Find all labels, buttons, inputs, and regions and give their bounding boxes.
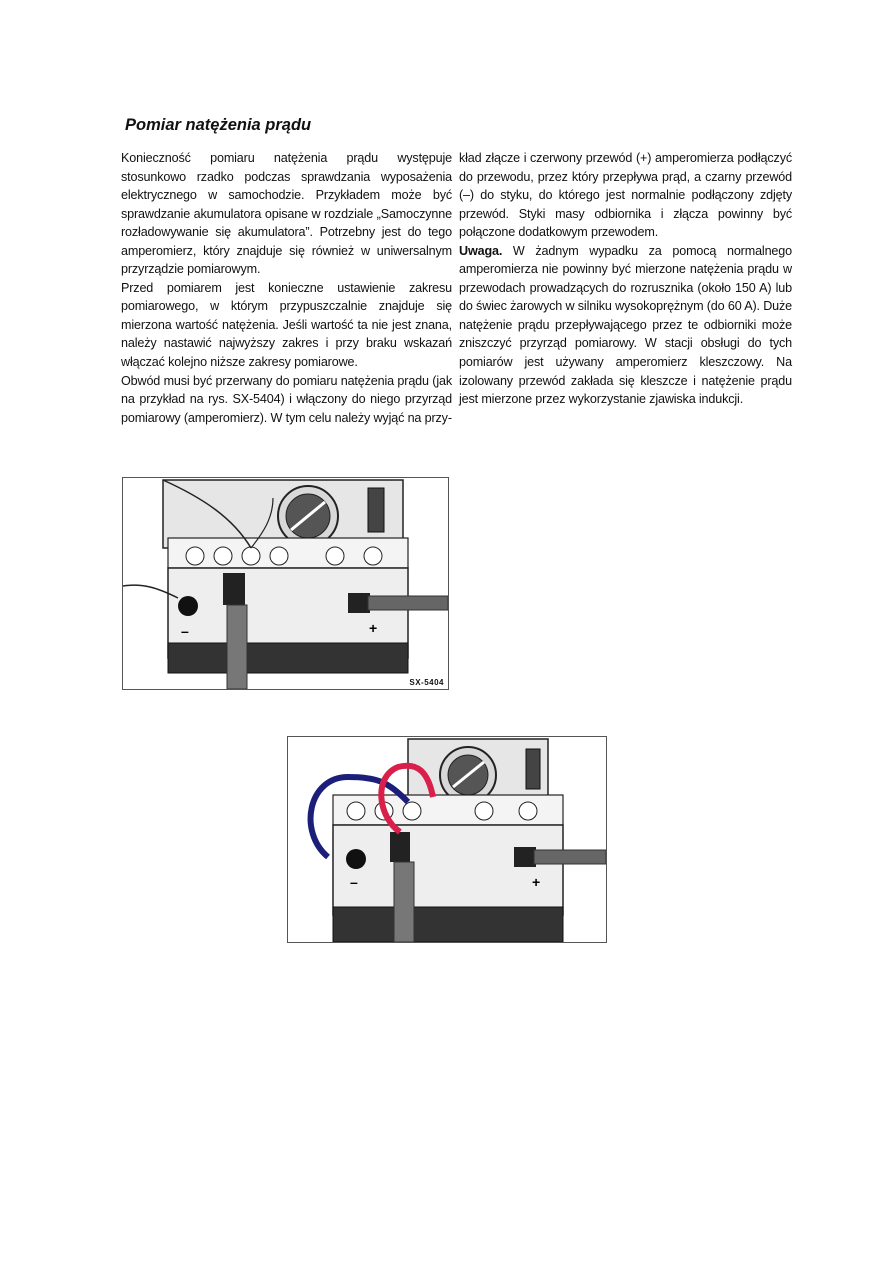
cable-negative bbox=[227, 605, 247, 689]
battery-base bbox=[333, 907, 563, 942]
paragraph-warning bbox=[459, 242, 792, 409]
paragraph: Konieczność pomiaru natężenia prądu występuje stosunkowo rzadko podczas sprawdzania wyposażenia elektrycznego w samochodzie. Przykładem może być sprawdzanie akumulatora opisane w rozdziale „Samoczynne rozładowywanie się akumulatora”. Potrzebny jest do tego amperomierz, który znajduje się również w uniwersalnym przyrządzie pomiarowym. bbox=[121, 151, 452, 277]
battery-illustration-colored bbox=[288, 737, 606, 942]
range-switch bbox=[526, 749, 540, 789]
cell-cap bbox=[519, 802, 537, 820]
text-column-left bbox=[121, 149, 452, 427]
page-title: Pomiar natężenia prądu bbox=[125, 116, 312, 134]
warning-text: W żadnym wypadku za pomocą normalnego amperomierza nie powinny być mierzone natężenia prądu w przewodach prowadzących do rozrusznika (około 150 A) lub do świec żarowych w silniku wysokoprężnym (do 60 A). Duże natężenie prądu przepływającego przez te odbiorniki może zniszczyć przyrząd pomiarowy. W stacji obsługi do tych pomiarów jest używany amperomierz kleszczowy. Na izolowany przewód zakłada się kleszcze i natężenie prądu jest mierzone przez wykorzystanie zjawiska indukcji. bbox=[459, 243, 793, 407]
cell-cap bbox=[326, 547, 344, 565]
cell-cap bbox=[270, 547, 288, 565]
cable-positive bbox=[534, 850, 606, 864]
cell-cap bbox=[347, 802, 365, 820]
negative-clamp bbox=[223, 573, 245, 605]
negative-terminal bbox=[346, 849, 366, 869]
cell-cap bbox=[475, 802, 493, 820]
battery-base bbox=[168, 643, 408, 673]
text-column-right bbox=[459, 149, 792, 409]
minus-sign: – bbox=[350, 874, 358, 890]
warning-label: Uwaga. bbox=[459, 243, 503, 258]
positive-clamp bbox=[348, 593, 370, 613]
minus-sign: – bbox=[181, 623, 189, 639]
cable-negative bbox=[394, 862, 414, 942]
positive-clamp bbox=[514, 847, 536, 867]
cell-cap bbox=[214, 547, 232, 565]
negative-clamp bbox=[390, 832, 410, 862]
figure-label: SX-5404 bbox=[409, 678, 444, 687]
figure-ammeter-battery-1 bbox=[122, 477, 449, 690]
battery-illustration bbox=[123, 478, 448, 689]
cell-cap bbox=[364, 547, 382, 565]
paragraph: kład złącze i czerwony przewód (+) amperomierza podłączyć do przewodu, przez który przepływa prąd, a czarny przewód (–) do styku, do którego jest normalnie podłączony zdjęty przewód. Styki masy odbiornika i złącza powinny być połączone dodatkowym przewodem. bbox=[459, 151, 792, 240]
range-switch bbox=[368, 488, 384, 532]
cell-cap bbox=[403, 802, 421, 820]
figure-ammeter-battery-2 bbox=[287, 736, 607, 943]
cable-positive bbox=[368, 596, 448, 610]
plus-sign: + bbox=[532, 874, 541, 890]
plus-sign: + bbox=[369, 620, 378, 636]
battery-case bbox=[333, 825, 563, 915]
paragraph: Obwód musi być przerwany do pomiaru natężenia prądu (jak na przykład na rys. SX-5404) i włączony do niego przyrząd pomiarowy (amperomierz). W tym celu należy wyjąć na przy- bbox=[121, 373, 452, 425]
paragraph: Przed pomiarem jest konieczne ustawienie zakresu pomiarowego, w którym przypuszczalnie znajduje się mierzona wartość natężenia. Jeśli wartość ta nie jest znana, należy nastawić najwyższy zakres i przy braku wskazań włączać kolejno niższe zakresy pomiarowe. bbox=[121, 280, 452, 370]
negative-terminal bbox=[178, 596, 198, 616]
cell-cap bbox=[186, 547, 204, 565]
cell-cap bbox=[242, 547, 260, 565]
